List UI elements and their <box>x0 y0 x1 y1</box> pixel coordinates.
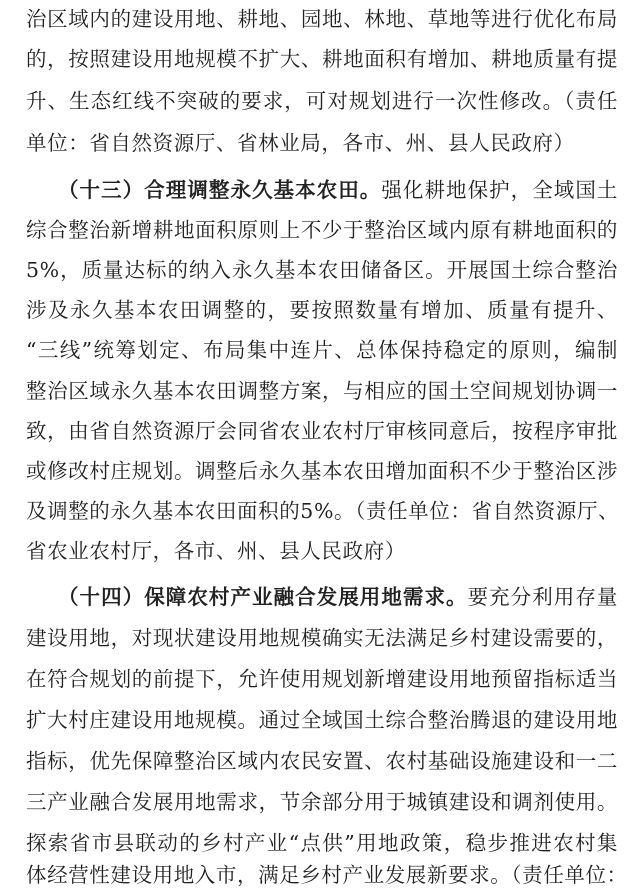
paragraph-line: 涉及永久基本农田调整的，要按照数量有增加、质量有提升、 <box>26 298 618 322</box>
paragraph-line: 综合整治新增耕地面积原则上不少于整治区域内原有耕地面积的 <box>26 218 618 242</box>
paragraph-line: 单位：省自然资源厅、省林业局，各市、州、县人民政府） <box>26 131 575 155</box>
paragraph-line: 治区域内的建设用地、耕地、园地、林地、草地等进行优化布局 <box>26 7 618 31</box>
paragraph-line: 建设用地，对现状建设用地规模确实无法满足乡村建设需要的， <box>26 626 618 650</box>
section-14-first-line-text: 要充分利用存量 <box>467 585 618 609</box>
section-14-heading: （十四）保障农村产业融合发展用地需求。 <box>58 585 468 609</box>
paragraph-line: “三线”统筹划定、布局集中连片、总体保持稳定的原则，编制 <box>26 338 618 362</box>
paragraph-line: 指标，优先保障整治区域内农民安置、农村基础设施建设和一二 <box>26 749 618 773</box>
paragraph-line: 探索省市县联动的乡村产业“点供”用地政策，稳步推进农村集 <box>26 831 618 855</box>
paragraph-line: 的，按照建设用地规模不扩大、耕地面积有增加、耕地质量有提 <box>26 47 618 71</box>
section-13-heading: （十三）合理调整永久基本农田。 <box>58 178 382 202</box>
paragraph-line: 体经营性建设用地入市，满足乡村产业发展新要求。（责任单位： <box>26 863 628 887</box>
paragraph-line: 扩大村庄建设用地规模。通过全域国土综合整治腾退的建设用地 <box>26 708 618 732</box>
paragraph-line: 5%，质量达标的纳入永久基本农田储备区。开展国土综合整治 <box>26 258 618 282</box>
paragraph-line: 或修改村庄规划。调整后永久基本农田增加面积不少于整治区涉 <box>26 459 618 483</box>
paragraph-line: 升、生态红线不突破的要求，可对规划进行一次性修改。（责任 <box>26 89 618 113</box>
section-14-first-line <box>58 578 618 616</box>
section-13-first-line <box>58 171 618 209</box>
paragraph-line: 三产业融合发展用地需求，节余部分用于城镇建设和调剂使用。 <box>26 790 618 814</box>
paragraph-line: 及调整的永久基本农田面积的5%。（责任单位：省自然资源厅、 <box>26 499 620 523</box>
paragraph-line: 在符合规划的前提下，允许使用规划新增建设用地预留指标适当 <box>26 667 618 691</box>
paragraph-line: 致，由省自然资源厅会同省农业农村厅审核同意后，按程序审批 <box>26 419 618 443</box>
section-13-first-line-text: 强化耕地保护，全域国土 <box>381 178 618 202</box>
paragraph-line: 整治区域永久基本农田调整方案，与相应的国土空间规划协调一 <box>26 379 618 403</box>
paragraph-line: 省农业农村厅，各市、州、县人民政府） <box>26 539 406 563</box>
